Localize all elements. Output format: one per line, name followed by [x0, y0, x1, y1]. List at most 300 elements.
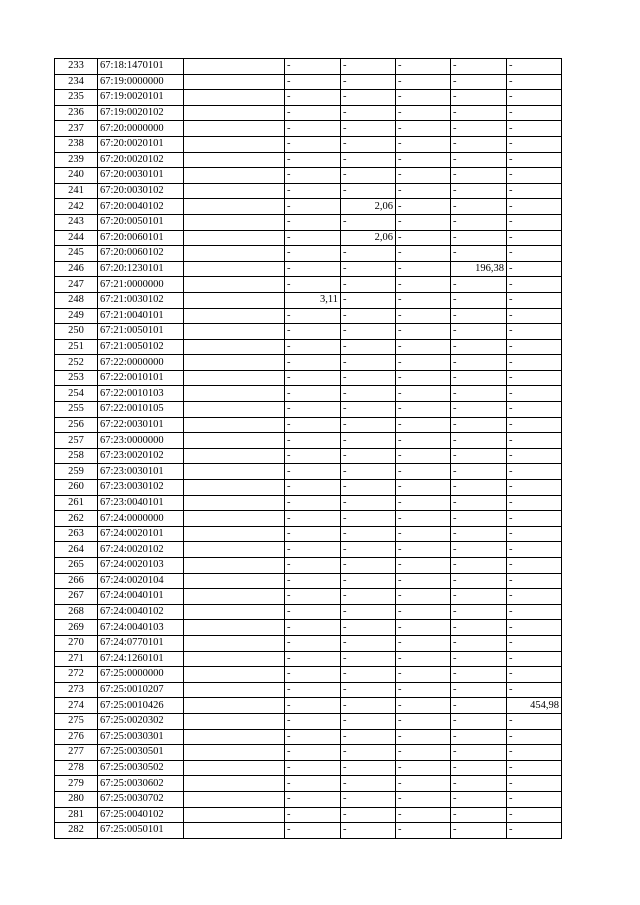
value-cell: -: [396, 136, 451, 152]
value-cell: -: [341, 261, 396, 277]
value-cell: -: [341, 823, 396, 839]
value-cell: -: [396, 448, 451, 464]
row-number-cell: 271: [55, 651, 98, 667]
table-row: [55, 199, 562, 215]
value-cell: -: [451, 542, 507, 558]
value-cell: [184, 292, 285, 308]
table-row: [55, 776, 562, 792]
cadastral-code-cell: 67:24:0000000: [98, 511, 184, 527]
value-cell: -: [451, 355, 507, 371]
value-cell: -: [396, 589, 451, 605]
value-cell: -: [285, 74, 341, 90]
value-cell: [184, 214, 285, 230]
value-cell: -: [396, 199, 451, 215]
value-cell: -: [285, 402, 341, 418]
value-cell: -: [341, 246, 396, 262]
table-row: [55, 183, 562, 199]
row-number-cell: 261: [55, 495, 98, 511]
table-row: [55, 682, 562, 698]
value-cell: [184, 573, 285, 589]
cadastral-code-cell: 67:19:0000000: [98, 74, 184, 90]
value-cell: -: [507, 74, 562, 90]
table-row: [55, 339, 562, 355]
value-cell: -: [341, 183, 396, 199]
value-cell: [184, 402, 285, 418]
table-row: [55, 355, 562, 371]
value-cell: -: [396, 698, 451, 714]
value-cell: -: [341, 542, 396, 558]
value-cell: -: [451, 651, 507, 667]
value-cell: -: [396, 807, 451, 823]
cadastral-code-cell: 67:23:0030102: [98, 480, 184, 496]
value-cell: -: [341, 277, 396, 293]
value-cell: -: [396, 791, 451, 807]
table-row: [55, 542, 562, 558]
table-row: [55, 370, 562, 386]
row-number-cell: 281: [55, 807, 98, 823]
value-cell: [184, 791, 285, 807]
row-number-cell: 238: [55, 136, 98, 152]
value-cell: -: [507, 355, 562, 371]
table-row: [55, 324, 562, 340]
value-cell: -: [341, 324, 396, 340]
value-cell: -: [341, 745, 396, 761]
row-number-cell: 255: [55, 402, 98, 418]
value-cell: -: [507, 480, 562, 496]
value-cell: -: [507, 417, 562, 433]
value-cell: [184, 230, 285, 246]
value-cell: -: [285, 121, 341, 137]
row-number-cell: 277: [55, 745, 98, 761]
value-cell: -: [507, 760, 562, 776]
value-cell: -: [285, 682, 341, 698]
value-cell: -: [341, 214, 396, 230]
value-cell: -: [507, 448, 562, 464]
value-cell: -: [507, 59, 562, 75]
cadastral-code-cell: 67:22:0010101: [98, 370, 184, 386]
value-cell: -: [285, 745, 341, 761]
table-row: [55, 277, 562, 293]
value-cell: -: [507, 230, 562, 246]
row-number-cell: 278: [55, 760, 98, 776]
value-cell: -: [507, 635, 562, 651]
value-cell: -: [451, 152, 507, 168]
row-number-cell: 257: [55, 433, 98, 449]
value-cell: -: [507, 651, 562, 667]
cadastral-code-cell: 67:24:0020101: [98, 526, 184, 542]
value-cell: -: [341, 152, 396, 168]
value-cell: -: [285, 417, 341, 433]
value-cell: -: [341, 355, 396, 371]
value-cell: [184, 823, 285, 839]
value-cell: [184, 745, 285, 761]
value-cell: -: [507, 433, 562, 449]
value-cell: [184, 324, 285, 340]
value-cell: -: [451, 807, 507, 823]
value-cell: -: [285, 152, 341, 168]
table-row: [55, 230, 562, 246]
value-cell: -: [285, 370, 341, 386]
cadastral-values-table: [54, 58, 562, 839]
cadastral-code-cell: 67:24:0040101: [98, 589, 184, 605]
value-cell: -: [341, 90, 396, 106]
value-cell: -: [507, 136, 562, 152]
value-cell: -: [285, 324, 341, 340]
row-number-cell: 270: [55, 635, 98, 651]
value-cell: -: [396, 261, 451, 277]
table-row: [55, 620, 562, 636]
value-cell: -: [507, 604, 562, 620]
cadastral-code-cell: 67:19:0020101: [98, 90, 184, 106]
value-cell: -: [451, 136, 507, 152]
value-cell: [184, 526, 285, 542]
value-cell: -: [396, 620, 451, 636]
row-number-cell: 248: [55, 292, 98, 308]
row-number-cell: 258: [55, 448, 98, 464]
value-cell: [184, 433, 285, 449]
cadastral-code-cell: 67:24:0020103: [98, 558, 184, 574]
row-number-cell: 242: [55, 199, 98, 215]
value-cell: [184, 589, 285, 605]
value-cell: -: [341, 589, 396, 605]
table-row: [55, 386, 562, 402]
value-cell: -: [451, 791, 507, 807]
value-cell: -: [507, 183, 562, 199]
value-cell: -: [451, 526, 507, 542]
value-cell: -: [341, 433, 396, 449]
value-cell: [184, 417, 285, 433]
value-cell: -: [451, 370, 507, 386]
row-number-cell: 269: [55, 620, 98, 636]
value-cell: -: [285, 620, 341, 636]
value-cell: -: [507, 386, 562, 402]
value-cell: -: [507, 168, 562, 184]
table-row: [55, 698, 562, 714]
value-cell: -: [396, 183, 451, 199]
value-cell: -: [341, 121, 396, 137]
cadastral-code-cell: 67:20:0000000: [98, 121, 184, 137]
value-cell: -: [341, 526, 396, 542]
value-cell: -: [396, 542, 451, 558]
value-cell: [184, 199, 285, 215]
table-row: [55, 292, 562, 308]
value-cell: -: [451, 464, 507, 480]
value-cell: -: [507, 292, 562, 308]
value-cell: -: [396, 246, 451, 262]
value-cell: -: [507, 542, 562, 558]
value-cell: -: [507, 620, 562, 636]
table-row: [55, 308, 562, 324]
value-cell: -: [507, 776, 562, 792]
value-cell: [184, 386, 285, 402]
row-number-cell: 254: [55, 386, 98, 402]
value-cell: -: [341, 105, 396, 121]
table-row: [55, 558, 562, 574]
value-cell: -: [341, 620, 396, 636]
row-number-cell: 251: [55, 339, 98, 355]
table-row: [55, 807, 562, 823]
table-row: [55, 74, 562, 90]
value-cell: -: [341, 464, 396, 480]
value-cell: -: [507, 370, 562, 386]
value-cell: -: [451, 417, 507, 433]
value-cell: -: [341, 604, 396, 620]
value-cell: -: [451, 573, 507, 589]
value-cell: -: [285, 433, 341, 449]
value-cell: [184, 511, 285, 527]
value-cell: -: [507, 246, 562, 262]
table-row: [55, 59, 562, 75]
value-cell: -: [451, 183, 507, 199]
value-cell: -: [341, 74, 396, 90]
value-cell: 454,98: [507, 698, 562, 714]
value-cell: [184, 168, 285, 184]
value-cell: -: [285, 277, 341, 293]
value-cell: -: [285, 698, 341, 714]
cadastral-code-cell: 67:23:0000000: [98, 433, 184, 449]
value-cell: [184, 105, 285, 121]
row-number-cell: 239: [55, 152, 98, 168]
value-cell: [184, 729, 285, 745]
value-cell: -: [396, 526, 451, 542]
value-cell: -: [285, 635, 341, 651]
value-cell: -: [396, 121, 451, 137]
row-number-cell: 267: [55, 589, 98, 605]
value-cell: -: [341, 558, 396, 574]
value-cell: -: [507, 90, 562, 106]
value-cell: -: [341, 573, 396, 589]
value-cell: 2,06: [341, 199, 396, 215]
value-cell: -: [285, 729, 341, 745]
value-cell: -: [507, 214, 562, 230]
value-cell: -: [285, 511, 341, 527]
value-cell: -: [507, 573, 562, 589]
value-cell: -: [396, 464, 451, 480]
value-cell: -: [341, 760, 396, 776]
table-body: [55, 59, 562, 839]
cadastral-code-cell: 67:21:0040101: [98, 308, 184, 324]
value-cell: -: [285, 199, 341, 215]
value-cell: -: [341, 807, 396, 823]
cadastral-code-cell: 67:25:0000000: [98, 667, 184, 683]
cadastral-code-cell: 67:18:1470101: [98, 59, 184, 75]
cadastral-code-cell: 67:25:0030502: [98, 760, 184, 776]
row-number-cell: 282: [55, 823, 98, 839]
value-cell: -: [451, 277, 507, 293]
value-cell: -: [507, 807, 562, 823]
cadastral-code-cell: 67:20:0060101: [98, 230, 184, 246]
value-cell: -: [341, 136, 396, 152]
value-cell: -: [341, 495, 396, 511]
value-cell: -: [451, 682, 507, 698]
cadastral-code-cell: 67:20:0040102: [98, 199, 184, 215]
value-cell: [184, 480, 285, 496]
value-cell: -: [396, 713, 451, 729]
value-cell: [184, 698, 285, 714]
value-cell: -: [341, 339, 396, 355]
cadastral-code-cell: 67:23:0030101: [98, 464, 184, 480]
value-cell: -: [507, 121, 562, 137]
value-cell: [184, 464, 285, 480]
value-cell: -: [507, 277, 562, 293]
value-cell: -: [396, 105, 451, 121]
table-row: [55, 760, 562, 776]
table-row: [55, 511, 562, 527]
value-cell: -: [285, 136, 341, 152]
cadastral-code-cell: 67:21:0050101: [98, 324, 184, 340]
value-cell: -: [451, 386, 507, 402]
cadastral-code-cell: 67:20:0020101: [98, 136, 184, 152]
cadastral-code-cell: 67:20:0020102: [98, 152, 184, 168]
table-row: [55, 433, 562, 449]
value-cell: -: [341, 713, 396, 729]
value-cell: -: [396, 152, 451, 168]
value-cell: -: [341, 791, 396, 807]
row-number-cell: 260: [55, 480, 98, 496]
value-cell: -: [285, 823, 341, 839]
value-cell: -: [285, 90, 341, 106]
value-cell: -: [341, 308, 396, 324]
table-row: [55, 464, 562, 480]
value-cell: -: [396, 495, 451, 511]
row-number-cell: 275: [55, 713, 98, 729]
value-cell: [184, 635, 285, 651]
table-row: [55, 651, 562, 667]
value-cell: [184, 136, 285, 152]
value-cell: -: [285, 776, 341, 792]
value-cell: -: [451, 433, 507, 449]
table-row: [55, 261, 562, 277]
value-cell: -: [451, 308, 507, 324]
row-number-cell: 245: [55, 246, 98, 262]
value-cell: -: [507, 791, 562, 807]
cadastral-code-cell: 67:25:0030602: [98, 776, 184, 792]
value-cell: -: [396, 402, 451, 418]
value-cell: -: [285, 230, 341, 246]
table-row: [55, 480, 562, 496]
value-cell: -: [396, 558, 451, 574]
value-cell: [184, 651, 285, 667]
value-cell: -: [285, 464, 341, 480]
value-cell: -: [285, 59, 341, 75]
table-row: [55, 448, 562, 464]
value-cell: -: [451, 698, 507, 714]
cadastral-code-cell: 67:25:0030702: [98, 791, 184, 807]
value-cell: -: [396, 604, 451, 620]
table-row: [55, 495, 562, 511]
row-number-cell: 244: [55, 230, 98, 246]
value-cell: -: [285, 480, 341, 496]
value-cell: -: [507, 339, 562, 355]
table-row: [55, 168, 562, 184]
row-number-cell: 274: [55, 698, 98, 714]
value-cell: [184, 682, 285, 698]
value-cell: -: [341, 667, 396, 683]
value-cell: -: [451, 121, 507, 137]
value-cell: [184, 246, 285, 262]
cadastral-code-cell: 67:19:0020102: [98, 105, 184, 121]
value-cell: [184, 620, 285, 636]
cadastral-code-cell: 67:25:0040102: [98, 807, 184, 823]
value-cell: [184, 604, 285, 620]
value-cell: [184, 90, 285, 106]
row-number-cell: 272: [55, 667, 98, 683]
row-number-cell: 237: [55, 121, 98, 137]
value-cell: -: [507, 464, 562, 480]
value-cell: -: [451, 558, 507, 574]
value-cell: -: [396, 168, 451, 184]
cadastral-code-cell: 67:20:0060102: [98, 246, 184, 262]
cadastral-code-cell: 67:22:0030101: [98, 417, 184, 433]
value-cell: [184, 558, 285, 574]
value-cell: -: [285, 261, 341, 277]
table-row: [55, 214, 562, 230]
value-cell: -: [285, 386, 341, 402]
value-cell: -: [341, 386, 396, 402]
value-cell: -: [451, 729, 507, 745]
value-cell: -: [396, 745, 451, 761]
value-cell: [184, 760, 285, 776]
value-cell: -: [285, 214, 341, 230]
table-row: [55, 573, 562, 589]
value-cell: -: [396, 651, 451, 667]
value-cell: -: [285, 807, 341, 823]
value-cell: [184, 152, 285, 168]
value-cell: -: [507, 402, 562, 418]
value-cell: [184, 308, 285, 324]
row-number-cell: 265: [55, 558, 98, 574]
value-cell: -: [507, 823, 562, 839]
value-cell: [184, 74, 285, 90]
cadastral-code-cell: 67:24:0020104: [98, 573, 184, 589]
row-number-cell: 273: [55, 682, 98, 698]
value-cell: -: [451, 823, 507, 839]
value-cell: -: [396, 417, 451, 433]
row-number-cell: 243: [55, 214, 98, 230]
table-row: [55, 823, 562, 839]
row-number-cell: 249: [55, 308, 98, 324]
table-row: [55, 152, 562, 168]
row-number-cell: 280: [55, 791, 98, 807]
value-cell: -: [507, 667, 562, 683]
value-cell: -: [451, 480, 507, 496]
value-cell: -: [396, 292, 451, 308]
value-cell: -: [451, 59, 507, 75]
value-cell: -: [341, 651, 396, 667]
row-number-cell: 233: [55, 59, 98, 75]
value-cell: -: [451, 292, 507, 308]
cadastral-code-cell: 67:22:0010105: [98, 402, 184, 418]
value-cell: -: [451, 635, 507, 651]
value-cell: -: [341, 168, 396, 184]
table-row: [55, 90, 562, 106]
table-row: [55, 604, 562, 620]
value-cell: -: [341, 698, 396, 714]
value-cell: -: [285, 495, 341, 511]
value-cell: -: [451, 168, 507, 184]
value-cell: -: [451, 667, 507, 683]
table-row: [55, 246, 562, 262]
value-cell: [184, 448, 285, 464]
row-number-cell: 250: [55, 324, 98, 340]
cadastral-code-cell: 67:23:0020102: [98, 448, 184, 464]
value-cell: -: [396, 90, 451, 106]
value-cell: -: [285, 760, 341, 776]
value-cell: [184, 339, 285, 355]
value-cell: -: [285, 448, 341, 464]
value-cell: -: [341, 729, 396, 745]
cadastral-code-cell: 67:20:0030101: [98, 168, 184, 184]
